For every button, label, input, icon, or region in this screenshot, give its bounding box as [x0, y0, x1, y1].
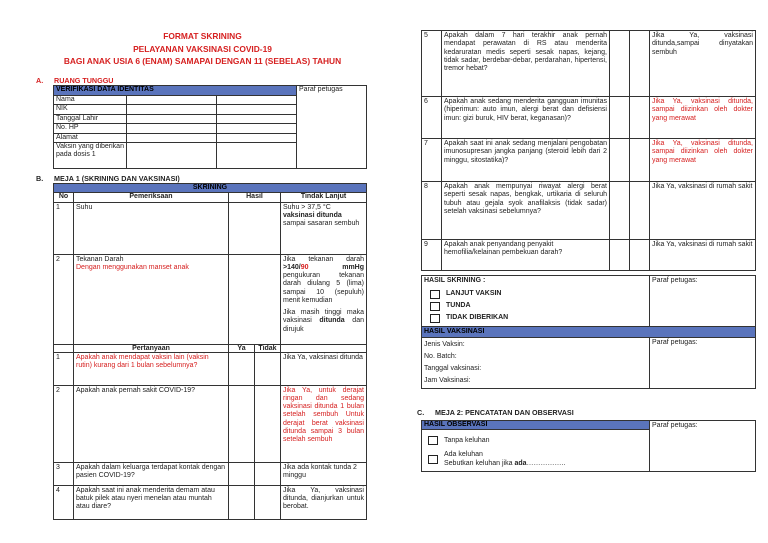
q6-no: 6: [422, 97, 442, 139]
q8-question: Apakah anak mempunyai riwayat alergi berat seperti sesak napas, bengkak, urtikaria di seluruh tubuh atau gejala syok anafilaksis (tidak sadar) setelah vaksinasi sebelumnya?: [442, 182, 610, 240]
q4-tidak[interactable]: [255, 485, 281, 519]
col-pemeriksaan: Pemeriksaan: [74, 193, 229, 202]
observasi-options: [422, 430, 650, 472]
q-header-tindak: [281, 344, 367, 352]
q8-tidak[interactable]: [630, 182, 650, 240]
q9-tindak: Jika Ya, vaksinasi di rumah sakit: [650, 240, 756, 271]
q2-tindak: Jika Ya, untuk derajat ringan dan sedang vaksinasi ditunda 1 bulan setelah sembuh Untuk derajat berat vaksinasi ditunda sampai 3 bulan setelah sembuh: [281, 385, 367, 462]
row-tekanan-hasil[interactable]: [229, 254, 281, 344]
section-b-title: MEJA 1 (SKRINING DAN VAKSINASI): [54, 174, 180, 183]
field-alamat-input-2[interactable]: [217, 133, 297, 143]
field-nik: NIK: [54, 105, 127, 115]
field-hp-input[interactable]: [127, 124, 217, 134]
identity-header: VERIFIKASI DATA IDENTITAS: [54, 86, 297, 96]
hasil-vaksinasi-header: HASIL VAKSINASI: [422, 327, 756, 338]
q4-no: 4: [54, 485, 74, 519]
sebutkan-label: Sebutkan keluhan jika: [444, 459, 513, 467]
field-nik-input-2[interactable]: [217, 105, 297, 115]
sebutkan-keluhan[interactable]: [444, 460, 565, 468]
row-suhu-tindak: [281, 202, 367, 254]
tanpa-keluhan-checkbox[interactable]: [428, 436, 438, 445]
q6-ya[interactable]: [610, 97, 630, 139]
tekanan-second-b: ditunda: [319, 317, 345, 325]
q7-no: 7: [422, 139, 442, 182]
skrining-table: [53, 183, 367, 520]
skrining-header: SKRINING: [54, 184, 367, 193]
suhu-condition: sampai sasaran sembuh: [283, 220, 360, 227]
q9-ya[interactable]: [610, 240, 630, 271]
observasi-header: HASIL OBSERVASI: [422, 421, 650, 430]
paraf-cell[interactable]: [297, 95, 367, 169]
field-no-hp: No. HP: [54, 124, 127, 134]
row-tekanan-exam: [74, 254, 229, 344]
q2-ya[interactable]: [229, 385, 255, 462]
document-title: [30, 30, 375, 68]
field-hp-input-2[interactable]: [217, 124, 297, 134]
tekanan-unit: mmHg: [342, 263, 364, 271]
q-header-ya: Ya: [229, 344, 255, 352]
q1-tindak: Jika Ya, vaksinasi ditunda: [281, 352, 367, 385]
q1-no: 1: [54, 352, 74, 385]
col-hasil: Hasil: [229, 193, 281, 202]
hasil-vaksinasi-paraf[interactable]: Paraf petugas:: [650, 338, 756, 389]
q1-ya[interactable]: [229, 352, 255, 385]
q1-question: Apakah anak mendapat vaksin lain (vaksin rutin) kurang dari 1 bulan sebelumnya?: [74, 352, 229, 385]
q8-tindak: Jika Ya, vaksinasi di rumah sakit: [650, 182, 756, 240]
q-header-no: [54, 344, 74, 352]
tekanan-second-a: Jika masih tinggi maka vaksinasi: [283, 309, 364, 325]
tekanan-note: Dengan menggunakan manset anak: [76, 263, 189, 271]
q3-ya[interactable]: [229, 462, 255, 485]
tekanan-prefix: Jika tekanan darah: [283, 255, 364, 263]
q3-tindak: Jika ada kontak tunda 2 minggu: [281, 462, 367, 485]
ada-keluhan-checkbox[interactable]: [428, 455, 438, 464]
option-ada-keluhan[interactable]: [428, 451, 647, 468]
suhu-action: vaksinasi ditunda: [283, 211, 342, 219]
option-tidak-diberikan[interactable]: [430, 312, 647, 324]
q6-tindak: Jika Ya, vaksinasi ditunda, sampai diizinkan oleh dokter yang merawat: [650, 97, 756, 139]
lanjut-checkbox[interactable]: [430, 290, 440, 299]
section-b-heading: [36, 174, 180, 183]
option-lanjut-vaksin[interactable]: [430, 288, 647, 300]
q7-question: Apakah saat ini anak sedang menjalani pengobatan imunosupresan jangka panjang (steroid lebih dari 2 minggu, sitostatika)?: [442, 139, 610, 182]
q3-tidak[interactable]: [255, 462, 281, 485]
title-line-1: FORMAT SKRINING: [163, 31, 242, 41]
field-tanggal-input-2[interactable]: [217, 114, 297, 124]
q4-question: Apakah saat ini anak menderita demam atau batuk pilek atau nyeri menelan atau muntah atau diare?: [74, 485, 229, 519]
field-nik-input[interactable]: [127, 105, 217, 115]
q8-no: 8: [422, 182, 442, 240]
q9-tidak[interactable]: [630, 240, 650, 271]
q-header-pertanyaan: Pertanyaan: [74, 344, 229, 352]
q7-ya[interactable]: [610, 139, 630, 182]
q7-tidak[interactable]: [630, 139, 650, 182]
no-batch-label[interactable]: No. Batch:: [424, 353, 457, 361]
row-suhu-exam: Suhu: [74, 202, 229, 254]
lanjut-label: LANJUT VAKSIN: [446, 290, 502, 298]
hasil-vaksinasi-fields: [422, 338, 650, 389]
q6-tidak[interactable]: [630, 97, 650, 139]
field-nama-input[interactable]: [127, 95, 217, 105]
q4-ya[interactable]: [229, 485, 255, 519]
field-tanggal-input[interactable]: [127, 114, 217, 124]
q9-question: Apakah anak penyandang penyakit hemofilia/kelainan pembekuan darah?: [442, 240, 610, 271]
q8-ya[interactable]: [610, 182, 630, 240]
tunda-checkbox[interactable]: [430, 302, 440, 311]
q1-tidak[interactable]: [255, 352, 281, 385]
col-no: No: [54, 193, 74, 202]
title-line-3: BAGI ANAK USIA 6 (ENAM) SAMAPAI DENGAN 11 (SEBELAS) TAHUN: [63, 56, 342, 66]
row-tekanan-tindak: [281, 254, 367, 344]
tunda-label: TUNDA: [446, 302, 471, 310]
section-a-letter: A.: [36, 76, 44, 85]
row-tekanan-no: 2: [54, 254, 74, 344]
sebutkan-ada: ada: [514, 459, 527, 467]
section-c-heading: [417, 408, 574, 417]
tanggal-vaksinasi-label[interactable]: Tanggal vaksinasi:: [424, 365, 482, 373]
field-vaksin-input-2[interactable]: [217, 143, 297, 169]
q2-no: 2: [54, 385, 74, 462]
row-suhu-no: 1: [54, 202, 74, 254]
ada-keluhan-label: Ada keluhan: [444, 451, 483, 459]
field-nama: Nama: [54, 95, 127, 105]
field-nama-input-2[interactable]: [217, 95, 297, 105]
q7-tindak: Jika Ya, vaksinasi ditunda, sampai diizinkan oleh dokter yang merawat: [650, 139, 756, 182]
q3-no: 3: [54, 462, 74, 485]
tekanan-label: Tekanan Darah: [76, 255, 124, 263]
jam-vaksinasi-label[interactable]: Jam Vaksinasi:: [424, 377, 471, 385]
sebutkan-dots: ……………..: [526, 459, 566, 467]
row-suhu-hasil[interactable]: [229, 202, 281, 254]
tidak-diberikan-label: TIDAK DIBERIKAN: [446, 314, 509, 322]
tidak-diberikan-checkbox[interactable]: [430, 314, 440, 323]
q3-question: Apakah dalam keluarga terdapat kontak dengan pasien COVID-19?: [74, 462, 229, 485]
questions-continued-table: [421, 30, 756, 271]
option-tanpa-keluhan[interactable]: [428, 436, 647, 445]
observasi-paraf[interactable]: Paraf petugas:: [650, 421, 756, 472]
hasil-table: [421, 275, 756, 389]
section-c-title: MEJA 2: PENCATATAN DAN OBSERVASI: [435, 408, 574, 417]
field-alamat: Alamat: [54, 133, 127, 143]
field-vaksin-dosis-1: Vaksin yang diberikan pada dosis 1: [54, 143, 127, 169]
q5-no: 5: [422, 31, 442, 97]
q2-question: Apakah anak pernah sakit COVID-19?: [74, 385, 229, 462]
hasil-skrining-paraf[interactable]: Paraf petugas:: [650, 276, 756, 327]
tekanan-rest: pengukuran tekanan darah diulang 5 (lima) sampai 10 (sepuluh) menit kemudian: [283, 272, 364, 304]
tanpa-keluhan-label: Tanpa keluhan: [444, 436, 490, 444]
ada-keluhan-text: [444, 451, 565, 468]
section-a-title: RUANG TUNGGU: [54, 76, 114, 85]
paraf-header: Paraf petugas: [297, 86, 367, 96]
tekanan-threshold-red: 90: [300, 263, 309, 271]
hasil-skrining-cell: [422, 276, 650, 327]
hasil-skrining-title: HASIL SKRINING :: [424, 277, 486, 284]
section-b-letter: B.: [36, 174, 44, 183]
option-tunda[interactable]: [430, 300, 647, 312]
field-tanggal-lahir: Tanggal Lahir: [54, 114, 127, 124]
q-header-tidak: Tidak: [255, 344, 281, 352]
q4-tindak: Jika Ya, vaksinasi ditunda, dianjurkan untuk berobat.: [281, 485, 367, 519]
q6-question: Apakah anak sedang menderita gangguan imunitas (hiperimun: auto imun, alergi berat dan defisiensi imun: gizi buruk, HIV berat, keganasan)?: [442, 97, 610, 139]
q9-no: 9: [422, 240, 442, 271]
field-vaksin-input[interactable]: [127, 143, 217, 169]
identity-table: [53, 85, 367, 169]
tekanan-second-c: dan dirujuk: [283, 317, 364, 333]
q5-ya[interactable]: [610, 31, 630, 97]
suhu-threshold: Suhu > 37,5 °C: [283, 203, 331, 211]
col-tindak-lanjut: Tindak Lanjut: [281, 193, 367, 202]
jenis-vaksin-label[interactable]: Jenis Vaksin:: [424, 341, 465, 349]
field-alamat-input[interactable]: [127, 133, 217, 143]
observasi-table: [421, 420, 756, 472]
title-line-2: PELAYANAN VAKSINASI COVID-19: [133, 43, 272, 54]
tekanan-threshold: >140/: [283, 263, 301, 271]
q5-tidak[interactable]: [630, 31, 650, 97]
q5-question: Apakah dalam 7 hari terakhir anak pernah mendapat perawatan di RS atau menderita kedaruratan medis seperti sesak napas, kejang, tidak sadar, berdebar-debar, perdarahan, hipertensi, tremor hebat?: [442, 31, 610, 97]
section-c-letter: C.: [417, 408, 425, 417]
q2-tidak[interactable]: [255, 385, 281, 462]
tekanan-second: [283, 309, 364, 334]
q5-tindak: Jika Ya, vaksinasi ditunda,sampai dinyatakan sembuh: [650, 31, 756, 97]
section-a-heading: [36, 76, 114, 85]
